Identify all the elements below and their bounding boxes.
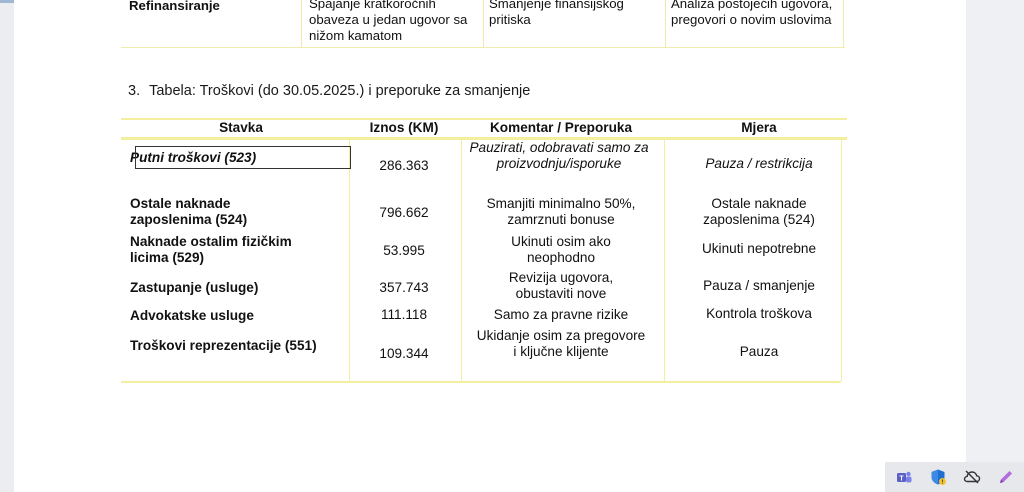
row-divider — [121, 47, 845, 48]
top-row-cell-1: Refinansiranje — [129, 0, 220, 13]
row-mjera: Pauza / smanjenje — [703, 278, 815, 293]
column-divider — [301, 0, 302, 48]
row-stavka: Naknade ostalim fizičkim licima (529) — [130, 234, 292, 265]
side-panel — [966, 0, 1024, 492]
row-stavka: Troškovi reprezentacije (551) — [130, 338, 317, 353]
section-number: 3. — [128, 83, 141, 99]
row-stavka: Putni troškovi (523) — [130, 150, 257, 165]
svg-text:!: ! — [941, 479, 944, 486]
column-divider — [843, 0, 844, 48]
previous-table-row — [121, 0, 845, 49]
table-bottom-rule — [121, 381, 841, 383]
row-stavka: Ostale naknade zaposlenima (524) — [130, 196, 248, 227]
row-mjera: Ukinuti nepotrebne — [701, 241, 817, 256]
costs-table — [121, 118, 847, 384]
row-iznos: 357.743 — [379, 280, 429, 295]
row-komentar: Smanjiti minimalno 50%, zamrznuti bonuse — [486, 196, 636, 227]
row-iznos: 109.344 — [379, 346, 429, 361]
document-page — [14, 0, 966, 492]
column-divider — [483, 0, 484, 48]
row-komentar: Revizija ugovora, obustaviti nove — [508, 270, 614, 301]
section-heading — [128, 83, 530, 99]
svg-text:T: T — [899, 475, 904, 483]
row-iznos: 286.363 — [379, 158, 429, 173]
row-iznos: 53.995 — [383, 243, 425, 258]
header-mjera: Mjera — [741, 120, 777, 135]
pen-icon[interactable] — [997, 468, 1015, 486]
row-mjera: Pauza / restrikcija — [705, 156, 813, 171]
column-divider — [349, 138, 350, 381]
top-row-cell-2: Spajanje kratkoročnih obaveza u jedan ugovor sa nižom kamatom — [309, 0, 468, 43]
column-divider — [665, 0, 666, 48]
header-stavka: Stavka — [219, 120, 263, 135]
row-stavka: Zastupanje (usluge) — [130, 280, 259, 295]
top-row-cell-4: Analiza postojećih ugovora, pregovori o novim uslovima — [671, 0, 833, 27]
row-komentar: Ukidanje osim za pregovore i ključne klijente — [476, 328, 646, 359]
row-stavka: Advokatske usluge — [130, 308, 254, 323]
top-row-cell-3: Smanjenje finansijskog pritiska — [489, 0, 624, 27]
row-mjera: Kontrola troškova — [706, 306, 812, 321]
section-title: Tabela: Troškovi (do 30.05.2025.) i preporuke za smanjenje — [149, 83, 531, 99]
system-tray — [885, 462, 1024, 492]
header-iznos: Iznos (KM) — [369, 120, 439, 135]
cloud-offline-icon[interactable] — [963, 468, 981, 486]
row-iznos: 111.118 — [380, 307, 428, 322]
header-komentar: Komentar / Preporuka — [489, 120, 633, 135]
row-komentar: Ukinuti osim ako neophodno — [511, 234, 611, 265]
defender-shield-icon[interactable] — [929, 468, 947, 486]
row-komentar: Samo za pravne rizike — [493, 307, 629, 322]
row-mjera: Ostale naknade zaposlenima (524) — [703, 196, 815, 227]
row-komentar: Pauzirati, odobravati samo za proizvodnju/isporuke — [469, 140, 649, 171]
column-divider — [664, 138, 665, 381]
row-iznos: 796.662 — [379, 205, 429, 220]
row-mjera: Pauza — [739, 344, 779, 359]
column-divider — [461, 138, 462, 381]
highlight-box — [135, 146, 351, 169]
teams-icon[interactable] — [895, 468, 913, 486]
